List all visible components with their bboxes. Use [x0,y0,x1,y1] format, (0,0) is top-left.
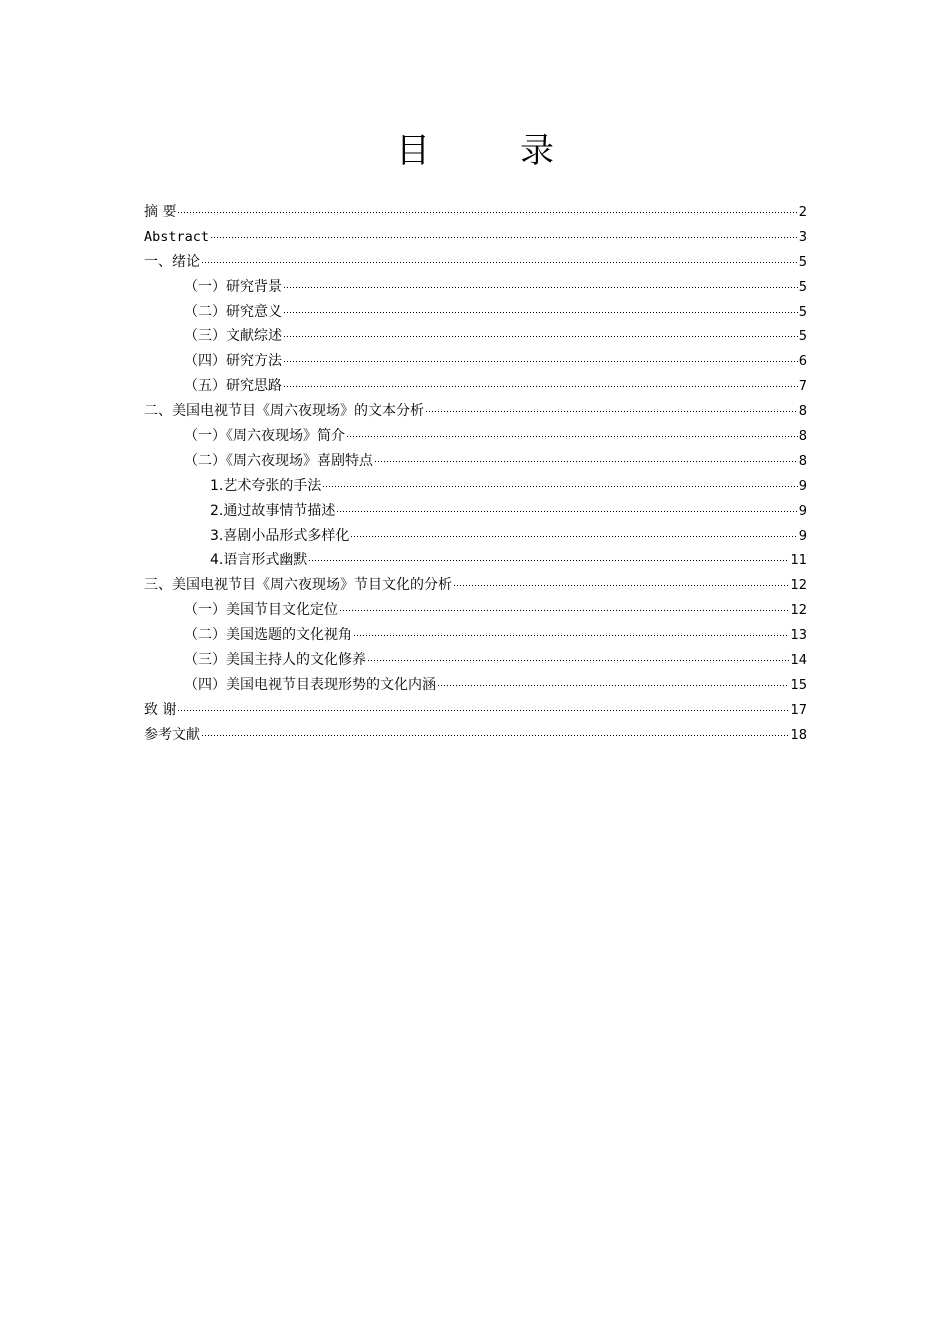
toc-entry[interactable] [144,399,807,424]
toc-entry[interactable] [144,324,807,349]
toc-page-number: 3 [798,229,807,245]
toc-page-number: 5 [798,254,807,270]
toc-entry[interactable] [144,349,807,374]
toc-dot-leader [210,237,798,238]
toc-entry-label: Abstract [144,228,210,245]
toc-entry-label: 2.通过故事情节描述 [210,502,336,519]
toc-dot-leader [177,212,797,213]
toc-entry-label: 二、美国电视节目《周六夜现场》的文本分析 [144,403,424,420]
toc-entry-label: 3.喜剧小品形式多样化 [210,527,350,544]
toc-dot-leader [201,735,789,736]
toc-dot-leader [283,386,798,387]
toc-page-number: 8 [798,404,807,420]
toc-entry-label: （一）研究背景 [184,278,282,295]
toc-entry[interactable] [144,573,807,598]
toc-dot-leader [283,287,798,288]
toc-entry-label: （三）美国主持人的文化修养 [184,652,366,669]
toc-page-number: 17 [790,702,807,718]
toc-entry[interactable] [144,424,807,449]
toc-page-number: 12 [790,578,807,594]
toc-entry-label: 摘 要 [144,204,177,220]
toc-dot-leader [283,361,798,362]
toc-entry-label: （二）美国选题的文化视角 [184,627,352,644]
toc-entry-label: （四）研究方法 [184,353,282,370]
toc-page-number: 8 [798,453,807,469]
toc-entry-label: （二）研究意义 [184,303,282,320]
toc-entry-label: 三、美国电视节目《周六夜现场》节目文化的分析 [144,577,452,594]
toc-entry-label: （三）文献综述 [184,328,282,345]
toc-entry-label: （一）《周六夜现场》简介 [184,428,345,445]
toc-entry[interactable] [144,698,807,723]
toc-entry-label: 1.艺术夸张的手法 [210,477,322,494]
toc-dot-leader [453,585,789,586]
toc-entry[interactable] [144,723,807,748]
toc-page-number: 14 [790,653,807,669]
toc-entry[interactable] [144,499,807,524]
toc-page-number: 5 [798,329,807,345]
toc-entry[interactable] [144,474,807,499]
toc-dot-leader [322,486,797,487]
toc-dot-leader [367,660,789,661]
toc-entry[interactable] [144,200,807,225]
toc-entry-label: 4.语言形式幽默 [210,552,308,569]
toc-dot-leader [283,336,798,337]
toc-dot-leader [350,536,797,537]
toc-page-number: 9 [798,503,807,519]
toc-entry-label: （四）美国电视节目表现形势的文化内涵 [184,676,436,693]
toc-entry[interactable] [144,300,807,325]
toc-page-number: 8 [798,429,807,445]
toc-entry[interactable] [144,374,807,399]
toc-page-number: 2 [798,205,807,220]
toc-page-number: 5 [798,304,807,320]
toc-page-number: 18 [790,727,807,743]
toc-dot-leader [339,610,789,611]
toc-entry[interactable] [144,623,807,648]
toc-title: 目 录 [396,131,582,171]
toc-dot-leader [425,411,798,412]
toc-page-number: 6 [798,354,807,370]
toc-dot-leader [437,685,789,686]
toc-entry[interactable] [144,598,807,623]
toc-entry-label: 参考文献 [144,726,200,743]
toc-entry-label: （五）研究思路 [184,378,282,395]
toc-page-number: 7 [798,379,807,395]
toc-dot-leader [353,635,789,636]
toc-page-number: 5 [798,279,807,295]
table-of-contents [144,200,807,748]
toc-page-number: 15 [790,677,807,693]
toc-dot-leader [308,560,789,561]
toc-dot-leader [336,511,797,512]
toc-entry[interactable] [144,275,807,300]
toc-entry-label: （二）《周六夜现场》喜剧特点 [184,452,373,469]
toc-entry[interactable] [144,250,807,275]
toc-page-number: 9 [798,478,807,494]
toc-entry-label: 一、绪论 [144,253,200,270]
toc-dot-leader [201,262,798,263]
toc-entry[interactable] [144,449,807,474]
toc-entry[interactable] [144,225,807,250]
toc-entry-label: （一）美国节目文化定位 [184,602,338,619]
toc-dot-leader [177,710,789,711]
toc-entry[interactable] [144,548,807,573]
toc-entry-label: 致 谢 [144,701,177,718]
toc-dot-leader [283,312,798,313]
toc-entry[interactable] [144,673,807,698]
toc-entry[interactable] [144,648,807,673]
toc-page-number: 13 [790,628,807,644]
toc-dot-leader [374,461,798,462]
toc-page-number: 11 [790,553,807,569]
toc-page-number: 9 [798,528,807,544]
toc-dot-leader [346,436,798,437]
toc-page-number: 12 [790,603,807,619]
toc-entry[interactable] [144,524,807,549]
